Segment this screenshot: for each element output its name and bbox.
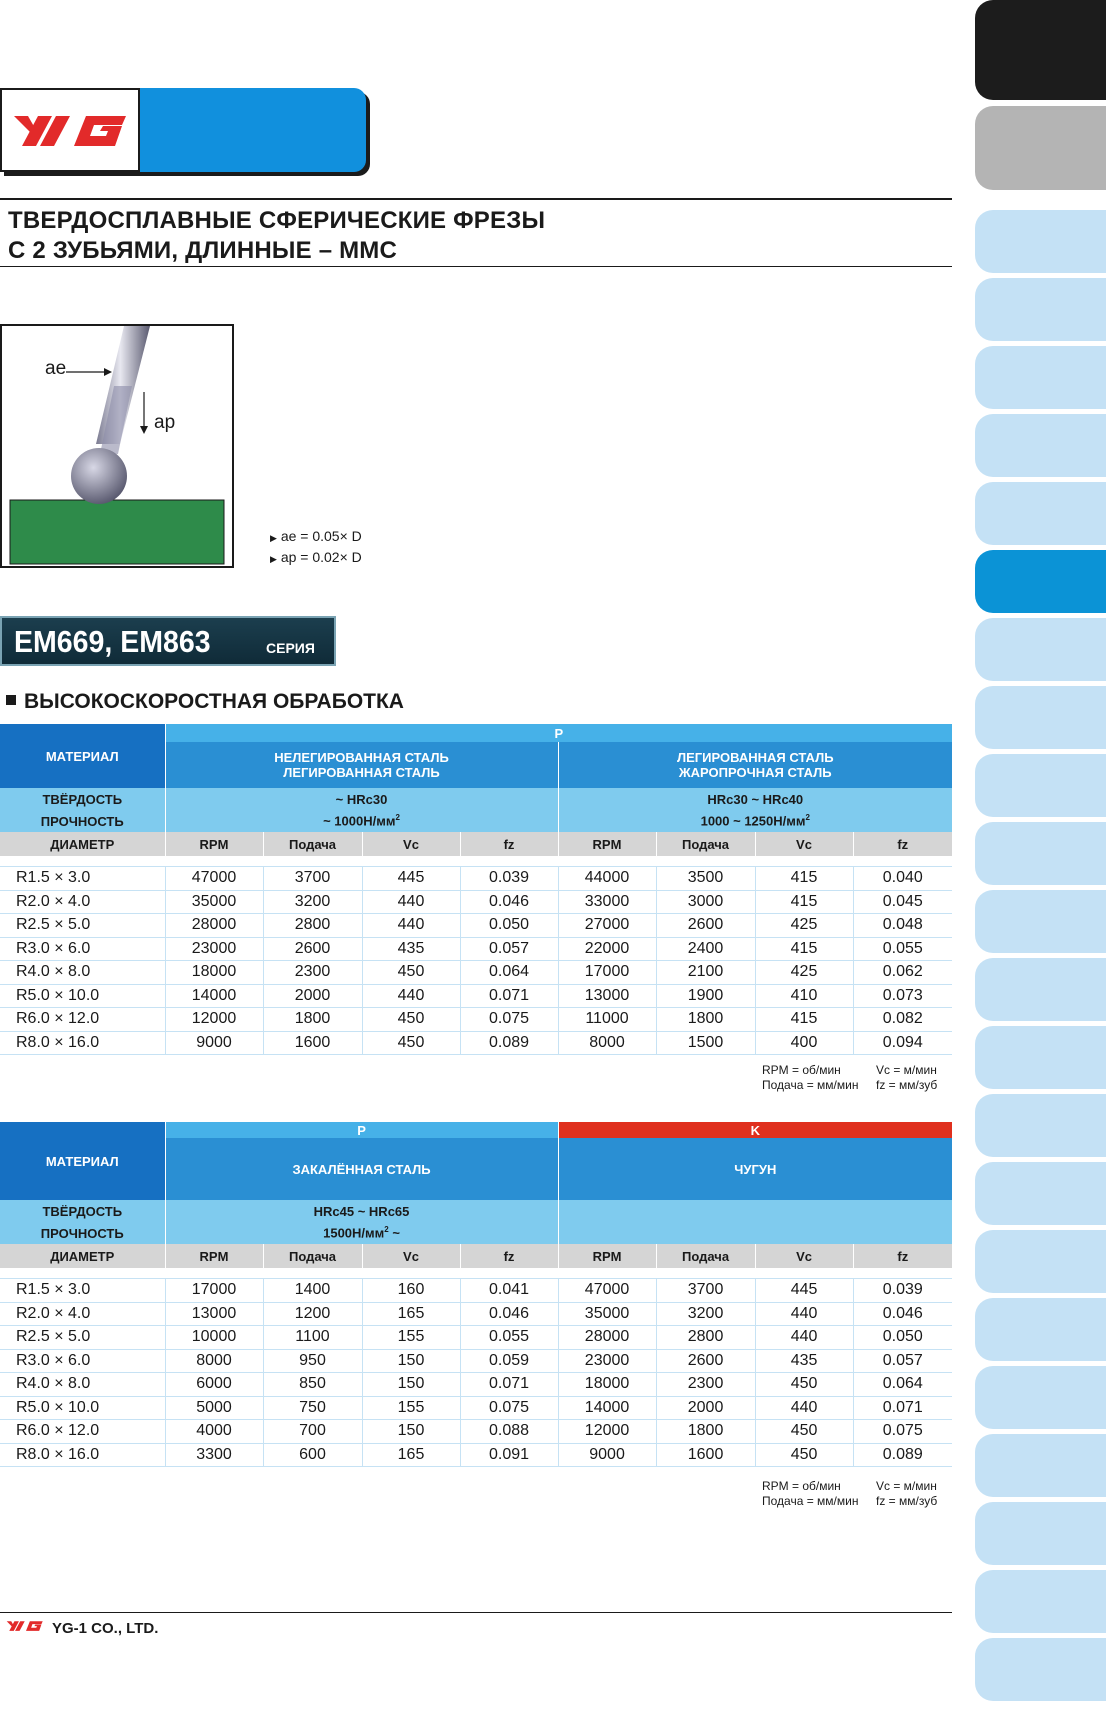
side-tab[interactable] xyxy=(975,1570,1106,1633)
value-cell: 425 xyxy=(755,961,853,985)
value-cell: 445 xyxy=(755,1279,853,1303)
value-cell: 435 xyxy=(362,937,460,961)
table-row xyxy=(0,1031,952,1055)
value-cell: 33000 xyxy=(558,890,656,914)
title-rule-bottom xyxy=(0,266,952,267)
value-cell: 2600 xyxy=(656,914,755,938)
value-cell: 2300 xyxy=(656,1373,755,1397)
value-cell: 2100 xyxy=(656,961,755,985)
value-cell: 27000 xyxy=(558,914,656,938)
value-cell: 440 xyxy=(362,984,460,1008)
value-cell: 150 xyxy=(362,1373,460,1397)
table-row xyxy=(0,1443,952,1467)
side-tab[interactable] xyxy=(975,686,1106,749)
value-cell: 18000 xyxy=(558,1373,656,1397)
value-cell: 155 xyxy=(362,1396,460,1420)
value-cell: 17000 xyxy=(165,1279,263,1303)
strength-label: ПРОЧНОСТЬ xyxy=(0,810,165,832)
value-cell: 440 xyxy=(755,1302,853,1326)
diameter-cell: R5.0 × 10.0 xyxy=(16,986,100,1004)
value-cell: 150 xyxy=(362,1420,460,1444)
value-cell: 28000 xyxy=(558,1326,656,1350)
value-cell: 0.089 xyxy=(460,1031,558,1055)
value-cell: 0.073 xyxy=(853,984,952,1008)
value-cell: 1500 xyxy=(656,1031,755,1055)
value-cell: 425 xyxy=(755,914,853,938)
value-cell: 0.046 xyxy=(853,1302,952,1326)
table-row xyxy=(0,890,952,914)
value-cell: 12000 xyxy=(165,1008,263,1032)
ae-label: ae xyxy=(45,358,67,379)
value-cell: 3700 xyxy=(263,867,362,891)
hardness-value: HRc45 ~ HRc65 xyxy=(165,1200,558,1222)
value-cell: 600 xyxy=(263,1443,362,1467)
value-cell: 450 xyxy=(362,1031,460,1055)
value-cell: 1800 xyxy=(656,1008,755,1032)
hardness-value xyxy=(558,1200,952,1222)
diameter-cell: R5.0 × 10.0 xyxy=(16,1398,100,1416)
value-cell: 3200 xyxy=(656,1302,755,1326)
col-vc: Vc xyxy=(362,832,460,856)
value-cell: 23000 xyxy=(558,1349,656,1373)
brand-header xyxy=(0,88,370,174)
value-cell: 22000 xyxy=(558,937,656,961)
value-cell: 14000 xyxy=(165,984,263,1008)
value-cell: 3200 xyxy=(263,890,362,914)
units-note: Vc = м/мин fz = мм/зуб xyxy=(876,1479,938,1508)
value-cell: 450 xyxy=(362,1008,460,1032)
value-cell: 1100 xyxy=(263,1326,362,1350)
table-row xyxy=(0,1349,952,1373)
table-row xyxy=(0,984,952,1008)
side-tab[interactable] xyxy=(975,1162,1106,1225)
value-cell: 28000 xyxy=(165,914,263,938)
col-fz: fz xyxy=(853,832,952,856)
param-ae: ▶ ae = 0.05× D xyxy=(270,528,362,544)
side-tab-gray[interactable] xyxy=(975,106,1106,190)
value-cell: 1200 xyxy=(263,1302,362,1326)
column-header-row xyxy=(0,832,952,856)
value-cell: 3500 xyxy=(656,867,755,891)
value-cell: 165 xyxy=(362,1443,460,1467)
cutting-table-2 xyxy=(0,1122,952,1467)
value-cell: 0.046 xyxy=(460,1302,558,1326)
value-cell: 0.089 xyxy=(853,1443,952,1467)
value-cell: 2800 xyxy=(263,914,362,938)
value-cell: 4000 xyxy=(165,1420,263,1444)
side-tab[interactable] xyxy=(975,754,1106,817)
value-cell: 3300 xyxy=(165,1443,263,1467)
diameter-cell: R4.0 × 8.0 xyxy=(16,1375,91,1393)
diameter-cell: R3.0 × 6.0 xyxy=(16,939,91,957)
table-row xyxy=(0,1008,952,1032)
iso-group-k: K xyxy=(558,1122,952,1138)
value-cell: 2600 xyxy=(263,937,362,961)
table-row xyxy=(0,1279,952,1303)
series-banner xyxy=(0,616,336,666)
value-cell: 3000 xyxy=(656,890,755,914)
value-cell: 0.064 xyxy=(853,1373,952,1397)
value-cell: 0.039 xyxy=(853,1279,952,1303)
col-feed: Подача xyxy=(656,1244,755,1268)
value-cell: 0.055 xyxy=(460,1326,558,1350)
table-row xyxy=(0,1326,952,1350)
title-rule-top xyxy=(0,198,952,200)
diameter-cell: R2.5 × 5.0 xyxy=(16,916,91,934)
value-cell: 0.071 xyxy=(853,1396,952,1420)
value-cell: 400 xyxy=(755,1031,853,1055)
yg-logo-small-icon xyxy=(4,1620,48,1638)
iso-group-p: P xyxy=(165,724,952,742)
units-note: RPM = об/мин Подача = мм/мин xyxy=(762,1479,859,1508)
col-rpm: RPM xyxy=(165,832,263,856)
diameter-cell: R1.5 × 3.0 xyxy=(16,869,91,887)
value-cell: 35000 xyxy=(165,890,263,914)
value-cell: 1800 xyxy=(263,1008,362,1032)
units-note: RPM = об/мин Подача = мм/мин xyxy=(762,1063,859,1092)
col-feed: Подача xyxy=(656,832,755,856)
value-cell: 0.075 xyxy=(853,1420,952,1444)
value-cell: 44000 xyxy=(558,867,656,891)
value-cell: 6000 xyxy=(165,1373,263,1397)
value-cell: 410 xyxy=(755,984,853,1008)
side-tab-black[interactable] xyxy=(975,0,1106,100)
hardness-label: ТВЁРДОСТЬ xyxy=(0,1200,165,1222)
value-cell: 35000 xyxy=(558,1302,656,1326)
value-cell: 850 xyxy=(263,1373,362,1397)
value-cell: 450 xyxy=(755,1443,853,1467)
diameter-cell: R2.0 × 4.0 xyxy=(16,1304,91,1322)
value-cell: 0.045 xyxy=(853,890,952,914)
value-cell: 2000 xyxy=(656,1396,755,1420)
diameter-cell: R2.0 × 4.0 xyxy=(16,892,91,910)
value-cell: 440 xyxy=(362,890,460,914)
value-cell: 13000 xyxy=(558,984,656,1008)
value-cell: 0.057 xyxy=(460,937,558,961)
value-cell: 5000 xyxy=(165,1396,263,1420)
diameter-cell: R6.0 × 12.0 xyxy=(16,1010,100,1028)
side-tab[interactable] xyxy=(975,1230,1106,1293)
value-cell: 0.050 xyxy=(853,1326,952,1350)
series-code: EM669, EM863 xyxy=(14,624,211,659)
value-cell: 2000 xyxy=(263,984,362,1008)
side-tab[interactable] xyxy=(975,278,1106,341)
footer-rule xyxy=(0,1612,952,1613)
value-cell: 415 xyxy=(755,890,853,914)
value-cell: 435 xyxy=(755,1349,853,1373)
col-rpm: RPM xyxy=(558,832,656,856)
value-cell: 160 xyxy=(362,1279,460,1303)
diameter-cell: R1.5 × 3.0 xyxy=(16,1281,91,1299)
side-tab[interactable] xyxy=(975,1094,1106,1157)
value-cell: 155 xyxy=(362,1326,460,1350)
cutting-table-1 xyxy=(0,724,952,1055)
value-cell: 1600 xyxy=(656,1443,755,1467)
hardness-value: ~ HRc30 xyxy=(165,788,558,810)
value-cell: 445 xyxy=(362,867,460,891)
value-cell: 3700 xyxy=(656,1279,755,1303)
value-cell: 10000 xyxy=(165,1326,263,1350)
side-tab[interactable] xyxy=(975,1298,1106,1361)
material-group: ЛЕГИРОВАННАЯ СТАЛЬ ЖАРОПРОЧНАЯ СТАЛЬ xyxy=(558,742,952,788)
hardness-label: ТВЁРДОСТЬ xyxy=(0,788,165,810)
col-rpm: RPM xyxy=(165,1244,263,1268)
value-cell: 440 xyxy=(362,914,460,938)
value-cell: 2400 xyxy=(656,937,755,961)
ball-end-mill-icon xyxy=(2,326,234,568)
table-row xyxy=(0,1373,952,1397)
table-row xyxy=(0,937,952,961)
value-cell: 2600 xyxy=(656,1349,755,1373)
side-tab[interactable] xyxy=(975,482,1106,545)
value-cell: 2300 xyxy=(263,961,362,985)
table-row xyxy=(0,1396,952,1420)
param-ap: ▶ ap = 0.02× D xyxy=(270,549,362,565)
value-cell: 0.055 xyxy=(853,937,952,961)
value-cell: 950 xyxy=(263,1349,362,1373)
iso-group-p: P xyxy=(165,1122,558,1138)
value-cell: 0.050 xyxy=(460,914,558,938)
value-cell: 0.064 xyxy=(460,961,558,985)
units-note: Vc = м/мин fz = мм/зуб xyxy=(876,1063,938,1092)
diameter-cell: R8.0 × 16.0 xyxy=(16,1445,100,1463)
strength-value xyxy=(558,1222,952,1244)
value-cell: 1400 xyxy=(263,1279,362,1303)
hardness-value: HRc30 ~ HRc40 xyxy=(558,788,952,810)
value-cell: 9000 xyxy=(558,1443,656,1467)
diameter-header: ДИАМЕТР xyxy=(0,832,165,856)
value-cell: 13000 xyxy=(165,1302,263,1326)
material-header: МАТЕРИАЛ xyxy=(0,1122,165,1200)
value-cell: 1800 xyxy=(656,1420,755,1444)
value-cell: 0.094 xyxy=(853,1031,952,1055)
material-group: ЗАКАЛЁННАЯ СТАЛЬ xyxy=(165,1138,558,1200)
table-row xyxy=(0,961,952,985)
value-cell: 0.046 xyxy=(460,890,558,914)
table-body xyxy=(0,1268,952,1467)
series-suffix: СЕРИЯ xyxy=(266,640,315,656)
strength-value: ~ $1000Н/мм^2$ xyxy=(165,810,558,832)
value-cell: 450 xyxy=(362,961,460,985)
value-cell: 440 xyxy=(755,1396,853,1420)
col-vc: Vc xyxy=(755,832,853,856)
value-cell: 2800 xyxy=(656,1326,755,1350)
value-cell: 1900 xyxy=(656,984,755,1008)
side-tab[interactable] xyxy=(975,890,1106,953)
value-cell: 0.075 xyxy=(460,1008,558,1032)
value-cell: 0.091 xyxy=(460,1443,558,1467)
value-cell: 750 xyxy=(263,1396,362,1420)
value-cell: 17000 xyxy=(558,961,656,985)
diameter-cell: R3.0 × 6.0 xyxy=(16,1351,91,1369)
page-title: ТВЕРДОСПЛАВНЫЕ СФЕРИЧЕСКИЕ ФРЕЗЫ С 2 ЗУБЬЯМИ, ДЛИННЫЕ – MMC xyxy=(8,207,546,264)
value-cell: 0.075 xyxy=(460,1396,558,1420)
value-cell: 0.059 xyxy=(460,1349,558,1373)
table-row xyxy=(0,1302,952,1326)
table-row xyxy=(0,914,952,938)
value-cell: 415 xyxy=(755,867,853,891)
side-tab[interactable] xyxy=(975,1026,1106,1089)
value-cell: 150 xyxy=(362,1349,460,1373)
diameter-cell: R6.0 × 12.0 xyxy=(16,1422,100,1440)
col-vc: Vc xyxy=(755,1244,853,1268)
ap-label: ap xyxy=(154,412,176,433)
value-cell: 0.062 xyxy=(853,961,952,985)
col-feed: Подача xyxy=(263,832,362,856)
diameter-header: ДИАМЕТР xyxy=(0,1244,165,1268)
bullet-icon: ▶ xyxy=(270,554,277,564)
table-row xyxy=(0,1420,952,1444)
material-header: МАТЕРИАЛ xyxy=(0,724,165,788)
value-cell: 0.082 xyxy=(853,1008,952,1032)
value-cell: 47000 xyxy=(165,867,263,891)
bullet-icon: ▶ xyxy=(270,533,277,543)
strength-value: $1500Н/мм^2$ ~ xyxy=(165,1222,558,1244)
value-cell: 0.048 xyxy=(853,914,952,938)
square-bullet-icon xyxy=(6,695,16,705)
col-fz: fz xyxy=(853,1244,952,1268)
side-tab[interactable] xyxy=(975,1502,1106,1565)
column-header-row xyxy=(0,1244,952,1268)
value-cell: 23000 xyxy=(165,937,263,961)
table-row xyxy=(0,867,952,891)
side-tab[interactable] xyxy=(975,958,1106,1021)
col-rpm: RPM xyxy=(558,1244,656,1268)
material-group: НЕЛЕГИРОВАННАЯ СТАЛЬ ЛЕГИРОВАННАЯ СТАЛЬ xyxy=(165,742,558,788)
col-vc: Vc xyxy=(362,1244,460,1268)
diameter-cell: R4.0 × 8.0 xyxy=(16,963,91,981)
yg-logo-icon xyxy=(2,90,138,170)
side-tab[interactable] xyxy=(975,1434,1106,1497)
logo xyxy=(0,88,140,172)
value-cell: 0.057 xyxy=(853,1349,952,1373)
section-title: ВЫСОКОСКОРОСТНАЯ ОБРАБОТКА xyxy=(6,690,404,714)
strength-label: ПРОЧНОСТЬ xyxy=(0,1222,165,1244)
value-cell: 415 xyxy=(755,1008,853,1032)
col-fz: fz xyxy=(460,1244,558,1268)
value-cell: 450 xyxy=(755,1420,853,1444)
side-tab[interactable] xyxy=(975,822,1106,885)
value-cell: 14000 xyxy=(558,1396,656,1420)
value-cell: 0.071 xyxy=(460,984,558,1008)
value-cell: 450 xyxy=(755,1373,853,1397)
side-tab[interactable] xyxy=(975,1366,1106,1429)
diameter-cell: R8.0 × 16.0 xyxy=(16,1033,100,1051)
value-cell: 18000 xyxy=(165,961,263,985)
diameter-cell: R2.5 × 5.0 xyxy=(16,1328,91,1346)
value-cell: 0.041 xyxy=(460,1279,558,1303)
side-tab[interactable] xyxy=(975,210,1106,273)
value-cell: 12000 xyxy=(558,1420,656,1444)
value-cell: 165 xyxy=(362,1302,460,1326)
side-tab[interactable] xyxy=(975,618,1106,681)
material-group: ЧУГУН xyxy=(558,1138,952,1200)
value-cell: 1600 xyxy=(263,1031,362,1055)
side-tab[interactable] xyxy=(975,414,1106,477)
table-body xyxy=(0,856,952,1055)
side-tab-active[interactable] xyxy=(975,550,1106,613)
value-cell: 415 xyxy=(755,937,853,961)
side-tab[interactable] xyxy=(975,1638,1106,1701)
tool-diagram xyxy=(0,324,234,568)
value-cell: 0.071 xyxy=(460,1373,558,1397)
value-cell: 11000 xyxy=(558,1008,656,1032)
value-cell: 0.039 xyxy=(460,867,558,891)
value-cell: 8000 xyxy=(558,1031,656,1055)
value-cell: 440 xyxy=(755,1326,853,1350)
side-tab[interactable] xyxy=(975,346,1106,409)
value-cell: 0.088 xyxy=(460,1420,558,1444)
value-cell: 9000 xyxy=(165,1031,263,1055)
value-cell: 47000 xyxy=(558,1279,656,1303)
value-cell: 700 xyxy=(263,1420,362,1444)
value-cell: 0.040 xyxy=(853,867,952,891)
col-feed: Подача xyxy=(263,1244,362,1268)
strength-value: 1000 ~ $1250Н/мм^2$ xyxy=(558,810,952,832)
col-fz: fz xyxy=(460,832,558,856)
company-name: YG-1 CO., LTD. xyxy=(52,1620,159,1637)
value-cell: 8000 xyxy=(165,1349,263,1373)
